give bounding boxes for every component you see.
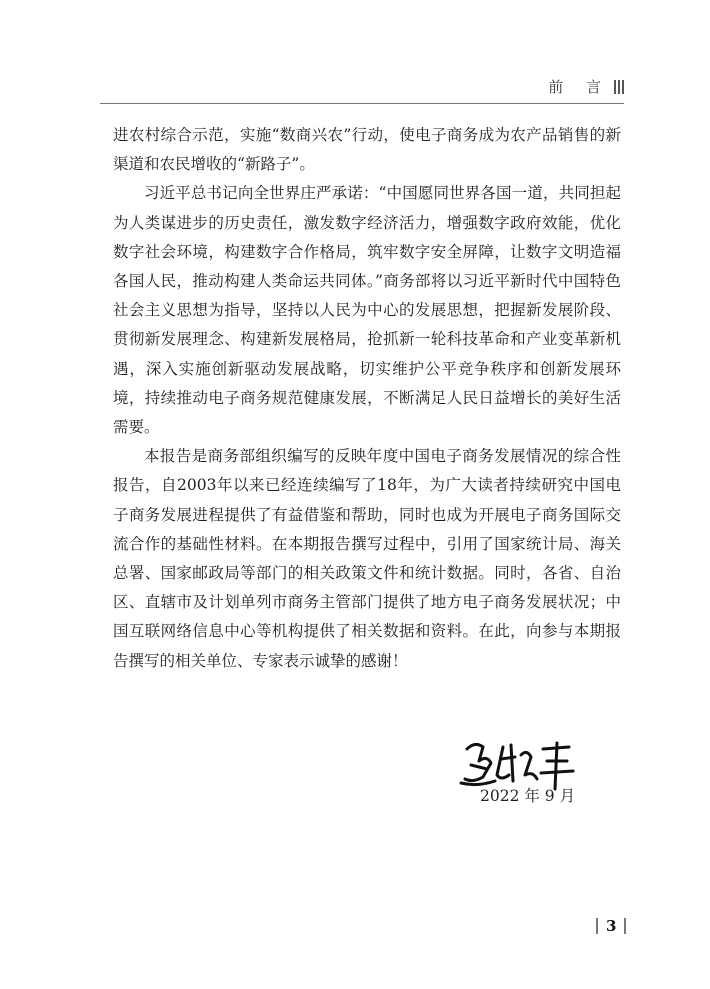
page-number-left-bar bbox=[596, 918, 598, 934]
signature-date: 2022 年 9 月 bbox=[480, 787, 576, 805]
header-bars-ornament bbox=[612, 80, 624, 94]
page-number-value: 3 bbox=[606, 917, 617, 935]
page-number-right-bar bbox=[624, 918, 626, 934]
handwritten-signature bbox=[457, 735, 577, 791]
header-rule bbox=[100, 103, 624, 104]
header-title: 前 言 bbox=[548, 78, 610, 96]
paragraph-continuation: 进农村综合示范，实施“数商兴农”行动，使电子商务成为农产品销售的新渠道和农民增收的“新路子”。 bbox=[113, 126, 621, 174]
running-header bbox=[548, 76, 624, 97]
paragraph-report-intro: 本报告是商务部组织编写的反映年度中国电子商务发展情况的综合性报告，自2003年以来已经连续编写了18年，为广大读者持续研究中国电子商务发展进程提供了有益借鉴和帮助，同时也成为开展电子商务国际交流合作的基础性材料。在本期报告撰写过程中，引用了国家统计局、海关总署、国家邮政局等部门的相关政策文件和统计数据。同时，各省、自治区、直辖市及计划单列市商务主管部门提供了地方电子商务发展状况；中国互联网络信息中心等机构提供了相关数据和资料。在此，向参与本期报告撰写的相关单位、专家表示诚挚的感谢！ bbox=[113, 447, 621, 670]
page-number bbox=[588, 917, 634, 935]
paragraph-pledge: 习近平总书记向全世界庄严承诺：“中国愿同世界各国一道，共同担起为人类谋进步的历史责任，激发数字经济活力，增强数字政府效能，优化数字社会环境，构建数字合作格局，筑牢数字安全屏障，让数字文明造福各国人民，推动构建人类命运共同体。”商务部将以习近平新时代中国特色社会主义思想为指导，坚持以人民为中心的发展思想，把握新发展阶段、贯彻新发展理念、构建新发展格局，抢抓新一轮科技革命和产业变革新机遇，深入实施创新驱动发展战略，切实维护公平竞争秩序和创新发展环境，持续推动电子商务规范健康发展，不断满足人民日益增长的美好生活需要。 bbox=[113, 184, 621, 437]
body-text bbox=[113, 121, 621, 676]
